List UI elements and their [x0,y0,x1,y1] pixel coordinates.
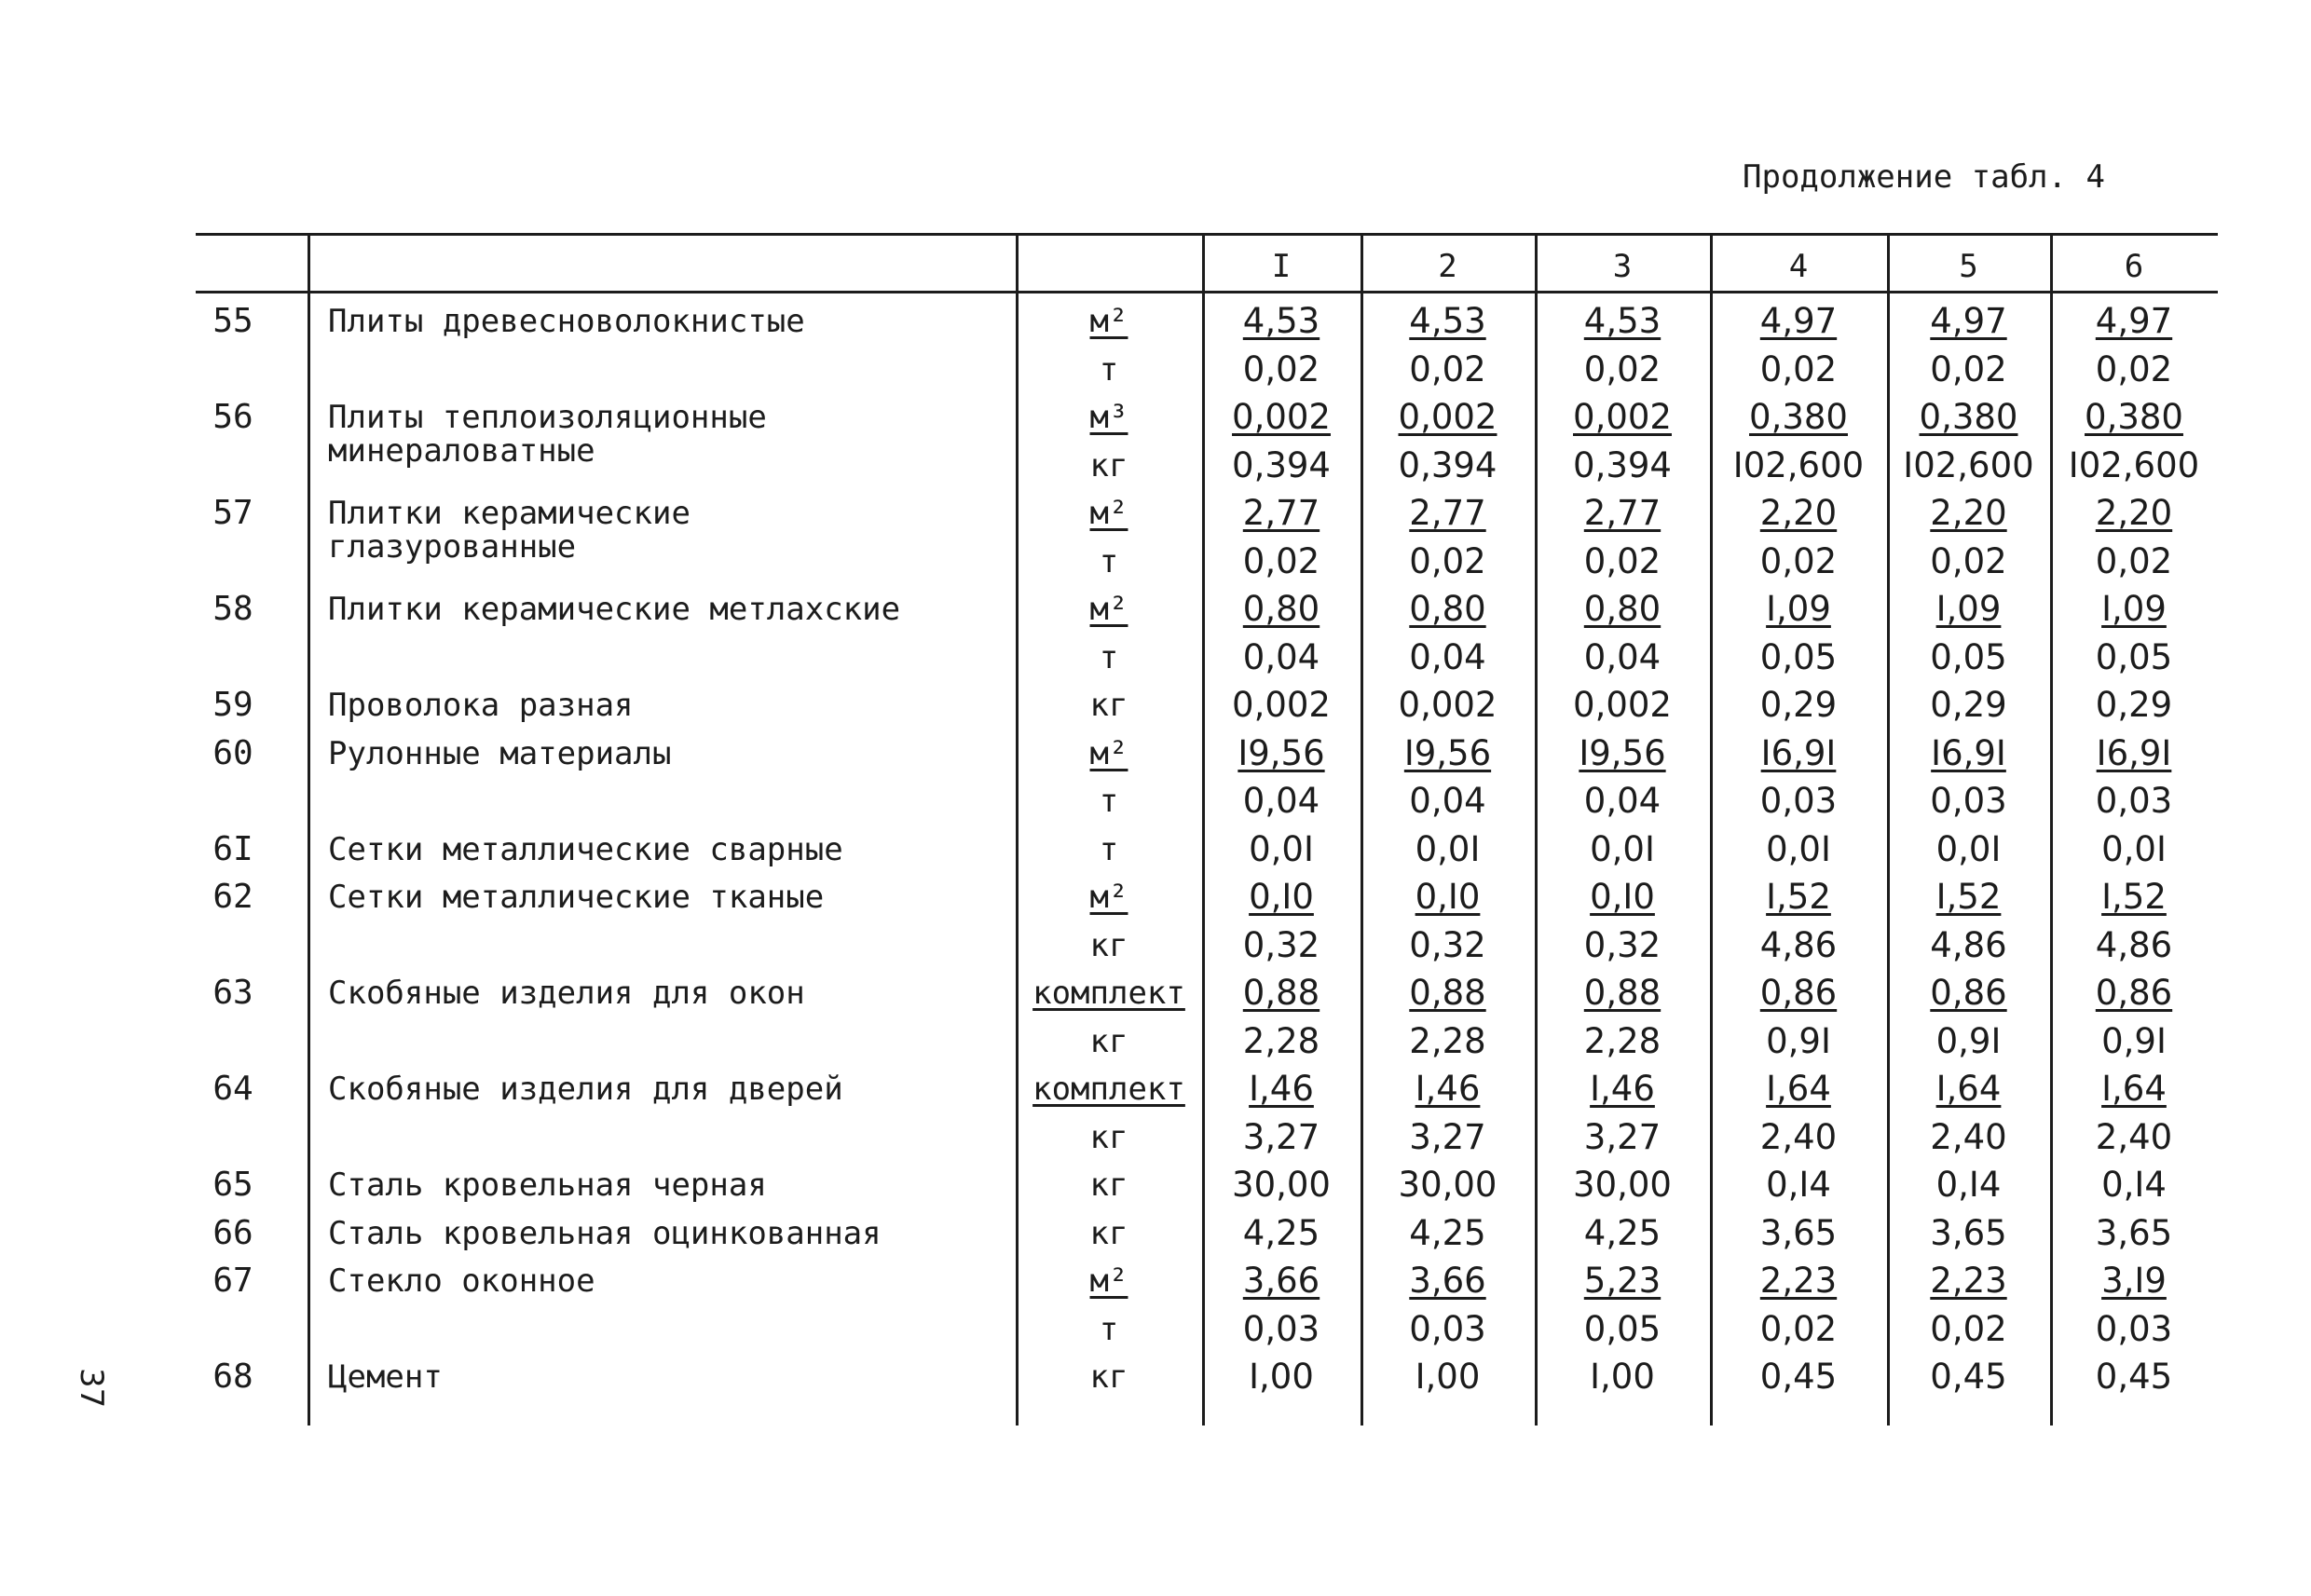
column-header: 4 [1788,248,1809,285]
value-cell: I,64 [1766,1069,1831,1109]
value-cell: 0,05 [1930,636,2007,677]
value-cell: I9,56 [1238,732,1325,773]
column-header: 5 [1959,248,1978,285]
material-name: глазурованные [328,528,577,566]
value-cell: I,52 [2101,877,2167,917]
unit-cell: т [1099,783,1119,820]
value-cell: 0,03 [2095,1308,2173,1349]
material-name: Плитки керамические метлахские [328,591,901,628]
table-caption: Продолжение табл. 4 [1743,158,2105,196]
value-cell: 0,04 [1409,781,1486,821]
value-cell: 3,27 [1583,1116,1661,1157]
value-cell: 30,00 [1232,1165,1331,1205]
value-cell: I,09 [1935,589,2002,629]
value-cell: 0,I4 [1935,1165,2002,1205]
value-cell: 0,32 [1583,924,1661,965]
value-cell: 3,66 [1409,1261,1486,1301]
value-cell: 0,02 [1930,1308,2007,1349]
unit-cell: м² [1089,879,1128,916]
value-cell: 0,05 [1583,1308,1661,1349]
unit-cell: м² [1089,734,1128,772]
value-cell: 0,04 [1583,781,1661,821]
row-number: 6I [212,829,253,868]
unit-cell: м² [1089,591,1128,628]
unit-cell: кг [1089,1214,1128,1252]
value-cell: 0,86 [2095,973,2173,1013]
row-number: 59 [212,686,253,724]
table-top-rule [196,233,2218,236]
value-cell: 4,53 [1583,301,1661,341]
value-cell: 0,002 [1398,397,1497,437]
value-cell: 2,40 [2095,1116,2173,1157]
value-cell: 0,002 [1232,685,1331,725]
value-cell: 0,02 [1409,348,1486,389]
material-name: Рулонные материалы [328,734,672,772]
column-header: 2 [1438,248,1457,285]
materials-table [196,233,2218,1425]
value-cell: 0,394 [1573,444,1672,485]
value-cell: 0,03 [1759,781,1838,821]
value-cell: 2,20 [1930,493,2007,533]
value-cell: I02,600 [1732,444,1865,485]
value-cell: I,64 [1935,1069,2002,1109]
unit-cell: кг [1089,446,1128,484]
value-cell: 2,28 [1242,1020,1320,1061]
value-cell: 0,04 [1242,636,1320,677]
value-cell: 0,380 [1749,397,1848,437]
material-name: Плитки керамические [328,495,691,532]
value-cell: 0,02 [1930,348,2007,389]
value-cell: I02,600 [2068,444,2200,485]
value-cell: 4,97 [1759,301,1838,341]
unit-cell: комплект [1032,1071,1185,1108]
material-name: Сетки металлические тканые [328,879,825,916]
row-number: 64 [212,1070,253,1108]
material-name: Плиты теплоизоляционные [328,399,767,436]
value-cell: 0,45 [1759,1357,1838,1397]
value-cell: 0,03 [1930,781,2007,821]
column-header: I [1271,248,1292,285]
column-header: 3 [1612,248,1633,285]
value-cell: 0,86 [1930,973,2007,1013]
value-cell: 0,02 [1409,540,1486,581]
value-cell: I,64 [2101,1069,2167,1109]
value-cell: 4,86 [1930,924,2007,965]
value-cell: I,09 [1766,589,1831,629]
value-cell: I,00 [1249,1357,1314,1397]
value-cell: 0,I4 [2101,1165,2167,1205]
value-cell: 0,380 [2085,397,2183,437]
value-cell: 5,23 [1583,1261,1661,1301]
unit-cell: кг [1089,1118,1128,1156]
value-cell: 3,66 [1242,1261,1320,1301]
value-cell: 2,23 [1930,1261,2007,1301]
row-number: 55 [212,302,253,340]
value-cell: 0,29 [1930,685,2007,725]
value-cell: I,46 [1249,1069,1314,1109]
value-cell: 0,380 [1919,397,2018,437]
row-number: 66 [212,1213,253,1252]
material-name: Скобяные изделия для окон [328,975,805,1012]
value-cell: 0,32 [1409,924,1486,965]
unit-cell: м² [1089,1262,1128,1300]
value-cell: 0,9I [1766,1020,1831,1061]
value-cell: 0,29 [1759,685,1838,725]
value-cell: 2,28 [1409,1020,1486,1061]
material-name: Сталь кровельная оцинкованная [328,1214,882,1252]
value-cell: I9,56 [1403,732,1492,773]
column-rule [308,233,310,1425]
value-cell: 0,03 [2095,781,2173,821]
value-cell: 0,0I [2101,828,2167,869]
header-bottom-rule [196,291,2218,293]
value-cell: 0,I0 [1590,877,1655,917]
row-number: 68 [212,1357,253,1396]
value-cell: 3,27 [1409,1116,1486,1157]
value-cell: 4,86 [2095,924,2173,965]
column-header: 6 [2124,248,2144,285]
value-cell: 0,0I [1935,828,2002,869]
value-cell: 0,04 [1583,636,1661,677]
unit-cell: кг [1089,1166,1128,1204]
value-cell: 0,02 [1242,348,1320,389]
value-cell: 0,394 [1232,444,1331,485]
value-cell: 4,25 [1583,1212,1661,1253]
value-cell: 0,9I [2101,1020,2167,1061]
value-cell: 0,02 [1930,540,2007,581]
value-cell: 0,80 [1583,589,1661,629]
value-cell: 0,002 [1232,397,1331,437]
value-cell: 0,9I [1935,1020,2002,1061]
value-cell: 0,80 [1242,589,1320,629]
row-number: 56 [212,398,253,436]
value-cell: I,00 [1590,1357,1655,1397]
value-cell: 0,45 [2095,1357,2173,1397]
value-cell: 30,00 [1573,1165,1672,1205]
value-cell: 0,03 [1409,1308,1486,1349]
value-cell: 3,65 [2095,1212,2173,1253]
value-cell: 3,I9 [2101,1261,2167,1301]
unit-cell: кг [1089,1022,1128,1060]
value-cell: 0,88 [1242,973,1320,1013]
value-cell: 0,03 [1242,1308,1320,1349]
row-number: 63 [212,974,253,1012]
material-name: Сетки металлические сварные [328,830,843,868]
row-number: 62 [212,878,253,916]
material-name: минераловатные [328,432,595,470]
value-cell: 0,45 [1930,1357,2007,1397]
value-cell: 0,0I [1249,828,1314,869]
value-cell: 3,27 [1242,1116,1320,1157]
value-cell: 0,88 [1583,973,1661,1013]
unit-cell: комплект [1032,975,1185,1012]
unit-cell: кг [1089,687,1128,724]
value-cell: 0,86 [1759,973,1838,1013]
unit-cell: м² [1089,303,1128,340]
value-cell: 0,I0 [1415,877,1481,917]
value-cell: 0,002 [1573,685,1672,725]
value-cell: 2,40 [1759,1116,1838,1157]
value-cell: 2,28 [1583,1020,1661,1061]
value-cell: 4,25 [1242,1212,1320,1253]
value-cell: I6,9I [2096,732,2172,773]
value-cell: 0,0I [1766,828,1831,869]
unit-cell: т [1099,830,1119,868]
value-cell: I6,9I [1931,732,2006,773]
value-cell: 2,20 [2095,493,2173,533]
row-number: 58 [212,590,253,628]
value-cell: I02,600 [1903,444,2034,485]
unit-cell: кг [1089,926,1128,964]
value-cell: 2,77 [1583,493,1661,533]
value-cell: 0,88 [1409,973,1486,1013]
value-cell: 0,05 [2095,636,2173,677]
value-cell: 2,77 [1242,493,1320,533]
value-cell: 0,I4 [1766,1165,1831,1205]
value-cell: 3,65 [1930,1212,2007,1253]
unit-cell: т [1099,638,1119,676]
value-cell: 0,02 [1242,540,1320,581]
row-number: 65 [212,1166,253,1204]
value-cell: 0,02 [1583,540,1661,581]
value-cell: 0,02 [2095,348,2173,389]
material-name: Цемент [328,1358,443,1396]
unit-cell: т [1099,350,1119,389]
material-name: Сталь кровельная черная [328,1166,767,1204]
value-cell: 0,002 [1573,397,1672,437]
material-name: Проволока разная [328,687,634,724]
row-number: 57 [212,494,253,532]
page-number: 37 [73,1368,110,1409]
value-cell: 30,00 [1398,1165,1497,1205]
value-cell: I,52 [1766,877,1831,917]
unit-cell: т [1099,1310,1119,1348]
material-name: Плиты древесноволокнистые [328,303,805,340]
value-cell: 2,40 [1930,1116,2007,1157]
material-name: Скобяные изделия для дверей [328,1071,843,1108]
row-number: 60 [212,733,253,772]
value-cell: 2,20 [1759,493,1838,533]
value-cell: 4,53 [1409,301,1486,341]
unit-cell: т [1099,542,1119,580]
value-cell: 0,29 [2095,685,2173,725]
value-cell: 0,05 [1759,636,1838,677]
value-cell: 0,04 [1409,636,1486,677]
value-cell: I9,56 [1579,732,1666,773]
value-cell: 0,002 [1398,685,1497,725]
value-cell: I,09 [2101,589,2167,629]
material-name: Стекло оконное [328,1262,595,1300]
value-cell: 2,23 [1759,1261,1838,1301]
unit-cell: м³ [1089,399,1128,436]
value-cell: 0,02 [1759,540,1838,581]
value-cell: 4,97 [2095,301,2173,341]
value-cell: I,52 [1935,877,2002,917]
value-cell: 4,86 [1759,924,1838,965]
value-cell: 0,0I [1590,828,1655,869]
unit-cell: м² [1089,495,1128,532]
value-cell: 0,80 [1409,589,1486,629]
value-cell: 0,0I [1415,828,1481,869]
value-cell: 4,25 [1409,1212,1486,1253]
value-cell: 4,53 [1242,301,1320,341]
value-cell: 0,I0 [1249,877,1314,917]
value-cell: 0,02 [1759,1308,1838,1349]
value-cell: 3,65 [1759,1212,1838,1253]
value-cell: I,00 [1415,1357,1481,1397]
value-cell: 4,97 [1930,301,2007,341]
value-cell: I,46 [1415,1069,1481,1109]
value-cell: 0,394 [1398,444,1497,485]
value-cell: 0,02 [2095,540,2173,581]
value-cell: 0,02 [1583,348,1661,389]
value-cell: 2,77 [1409,493,1486,533]
value-cell: 0,04 [1242,781,1320,821]
value-cell: 0,02 [1759,348,1838,389]
row-number: 67 [212,1262,253,1300]
value-cell: 0,32 [1242,924,1320,965]
unit-cell: кг [1089,1358,1128,1396]
value-cell: I6,9I [1760,732,1837,773]
value-cell: I,46 [1590,1069,1655,1109]
